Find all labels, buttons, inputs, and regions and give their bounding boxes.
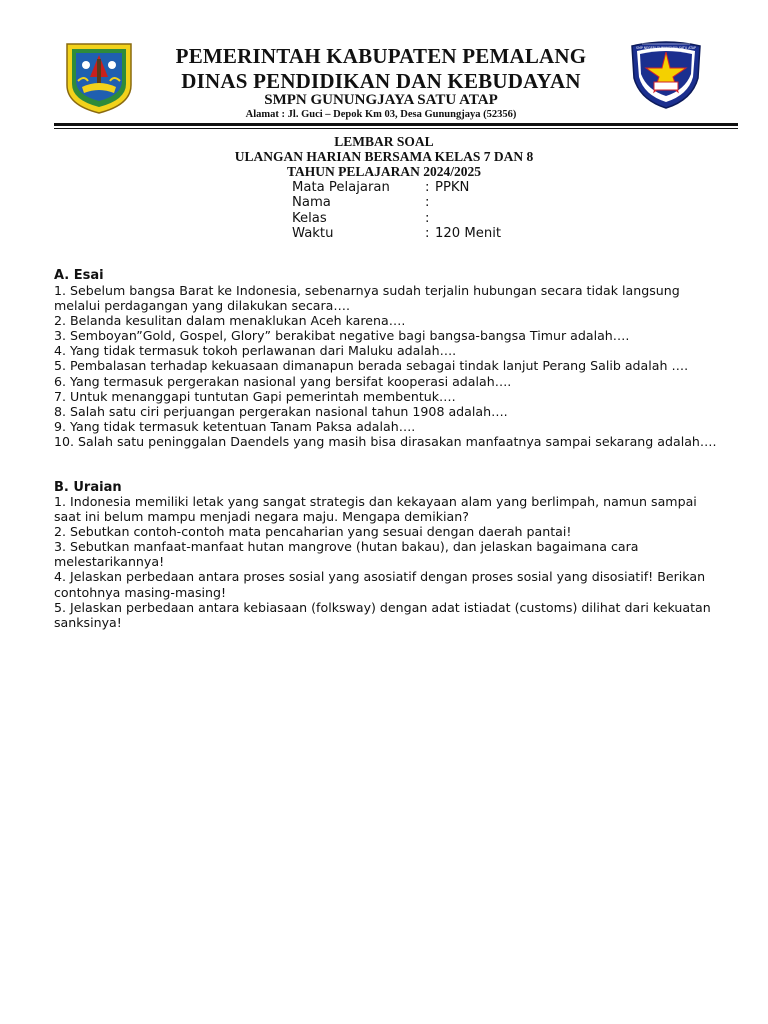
question-item: 3. Sebutkan manfaat-manfaat hutan mangrove (hutan bakau), dan jelaskan bagaimana cara melestarikannya! <box>54 539 639 570</box>
question-item: 4. Yang tidak termasuk tokoh perlawanan dari Maluku adalah…. <box>54 343 457 359</box>
question-item: 5. Pembalasan terhadap kekuasaan dimanapun berada sebagai tindak lanjut Perang Salib adalah …. <box>54 358 689 374</box>
info-label: Kelas <box>292 211 327 226</box>
info-label: Nama <box>292 195 331 210</box>
school-address: Alamat : Jl. Guci – Depok Km 03, Desa Gunungjaya (52356) <box>245 109 517 120</box>
question-item: 6. Yang termasuk pergerakan nasional yang bersifat kooperasi adalah…. <box>54 373 512 389</box>
info-colon: : <box>425 211 430 226</box>
question-item: 3. Semboyan”Gold, Gospel, Glory” berakibat negative bagi bangsa-bangsa Timur adalah…. <box>54 328 630 344</box>
info-label: Mata Pelajaran <box>292 180 390 195</box>
info-colon: : <box>425 195 430 210</box>
question-item: 8. Salah satu ciri perjuangan pergerakan nasional tahun 1908 adalah…. <box>54 403 508 419</box>
question-item: 9. Yang tidak termasuk ketentuan Tanam Paksa adalah…. <box>54 418 416 434</box>
question-item: 4. Jelaskan perbedaan antara proses sosial yang asosiatif dengan proses sosial yang disosiatif! Berikan contohnya masing-masing! <box>54 569 706 600</box>
question-item: 1. Indonesia memiliki letak yang sangat strategis dan kekayaan alam yang berlimpah, namun sampai saat ini belum mampu menjadi negara maju. Mengapa demikian? <box>54 494 697 525</box>
question-item: 5. Jelaskan perbedaan antara kebiasaan (folksway) dengan adat istiadat (customs) dilihat dari kekuatan sanksinya! <box>54 599 711 630</box>
info-value: PPKN <box>435 180 470 195</box>
letterhead-divider-thick <box>54 123 738 126</box>
info-colon: : <box>425 180 430 195</box>
info-label: Waktu <box>292 226 334 241</box>
letterhead-divider-thin <box>54 128 738 129</box>
question-item: 10. Salah satu peninggalan Daendels yang masih bisa dirasakan manfaatnya sampai sekarang adalah…. <box>54 433 717 449</box>
info-value: 120 Menit <box>435 226 502 241</box>
school-name: SMPN GUNUNGJAYA SATU ATAP <box>264 92 498 108</box>
government-title: PEMERINTAH KABUPATEN PEMALANG <box>175 44 587 68</box>
question-item: 7. Untuk menanggapi tuntutan Gapi pemerintah membentuk…. <box>54 388 456 404</box>
section-b-title: B. Uraian <box>54 480 122 495</box>
question-item: 1. Sebelum bangsa Barat ke Indonesia, sebenarnya sudah terjalin hubungan secara tidak langsung melalui perdagangan yang dilakukan secara…. <box>54 283 680 314</box>
academic-year: TAHUN PELAJARAN 2024/2025 <box>286 164 481 179</box>
info-colon: : <box>425 226 430 241</box>
section-a-questions <box>54 283 724 449</box>
exam-title: ULANGAN HARIAN BERSAMA KELAS 7 DAN 8 <box>234 149 534 164</box>
department-title: DINAS PENDIDIKAN DAN KEBUDAYAN <box>181 69 581 93</box>
document-title: LEMBAR SOAL <box>334 134 434 149</box>
emblem-caption: SMP NEGERI GUNUNGJAYA SATU ATAP <box>636 46 696 50</box>
school-emblem-logo <box>628 38 704 110</box>
question-item: 2. Belanda kesulitan dalam menaklukan Aceh karena…. <box>54 313 406 329</box>
section-a-title: A. Esai <box>54 268 104 283</box>
pemalang-crest-logo <box>64 41 134 115</box>
question-item: 2. Sebutkan contoh-contoh mata pencaharian yang sesuai dengan daerah pantai! <box>54 524 572 540</box>
section-b-questions <box>54 494 724 630</box>
